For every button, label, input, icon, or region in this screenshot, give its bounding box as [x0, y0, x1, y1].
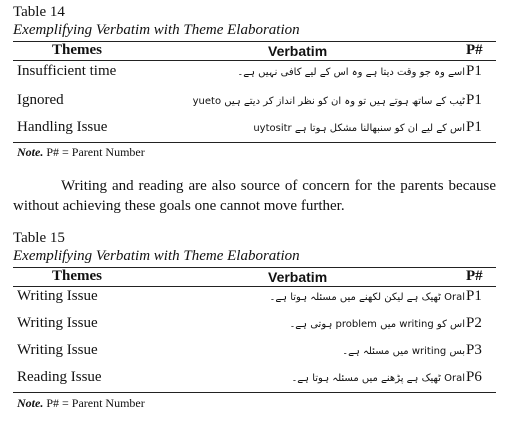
- table-15-header-verbatim: Verbatim: [268, 269, 328, 285]
- table-14-note: [17, 145, 145, 159]
- table-14-caption: Exemplifying Verbatim with Theme Elaboration: [13, 22, 300, 38]
- table-15-row-4-theme: Reading Issue: [17, 369, 102, 385]
- table-15-bottom-rule: [13, 392, 496, 393]
- table-15-header-p: P#: [466, 268, 483, 284]
- table-15-row-3-p: P3: [466, 342, 482, 358]
- table-14-note-text: P# = Parent Number: [43, 145, 145, 159]
- table-14-row-3-theme: Handling Issue: [17, 119, 108, 135]
- table-15-label: Table 15: [13, 230, 65, 246]
- table-14-row-2-theme: Ignored: [17, 92, 64, 108]
- table-14-row-3-verbatim: اس کے لیے ان کو سنبھالنا مشکل ہوتا ہے uytositr: [253, 123, 465, 134]
- table-15-row-4-verbatim: Oral ٹھیک ہے پڑھنے میں مسئلہ ہوتا ہے۔: [291, 373, 465, 384]
- table-14-header-rule: [13, 60, 496, 61]
- table-15-caption: Exemplifying Verbatim with Theme Elaboration: [13, 248, 300, 264]
- table-14-row-2-p: P1: [466, 92, 482, 108]
- table-14-row-2-verbatim: ٹیب کے ساتھ ہوتے ہیں تو وہ ان کو نظر انداز کر دیتے ہیں yueto: [192, 96, 465, 107]
- table-14-row-3-p: P1: [466, 119, 482, 135]
- body-paragraph-text: Writing and reading are also source of concern for the parents because without achieving these goals one cannot move further.: [13, 178, 496, 214]
- table-15-row-1-verbatim: Oral ٹھیک ہے لیکن لکھنے میں مسئلہ ہوتا ہے۔: [269, 292, 465, 303]
- table-15-note-text: P# = Parent Number: [43, 396, 145, 410]
- table-15-row-3-verbatim: بس writing میں مسئلہ ہے۔: [342, 346, 465, 357]
- table-14-row-1-verbatim: اسے وہ جو وقت دیتا ہے وہ اس کے لیے کافی نہیں ہے۔: [237, 67, 465, 78]
- table-15-row-3-theme: Writing Issue: [17, 342, 98, 358]
- table-15-row-4-p: P6: [466, 369, 482, 385]
- table-15-row-2-p: P2: [466, 315, 482, 331]
- table-15-row-2-verbatim: اس کو writing میں problem ہوتی ہے۔: [289, 319, 465, 330]
- table-15-header-themes: Themes: [52, 268, 102, 284]
- table-14-note-label: Note.: [17, 145, 44, 159]
- table-14-header-p: P#: [466, 42, 483, 58]
- table-14-row-1-p: P1: [466, 63, 482, 79]
- table-14-header-verbatim: Verbatim: [268, 43, 328, 59]
- table-15-note: [17, 396, 145, 410]
- table-14-row-1-theme: Insufficient time: [17, 63, 117, 79]
- table-15-row-1-theme: Writing Issue: [17, 288, 98, 304]
- table-14-bottom-rule: [13, 142, 496, 143]
- table-15-note-label: Note.: [17, 396, 44, 410]
- table-15-header-rule: [13, 286, 496, 287]
- table-15-row-1-p: P1: [466, 288, 482, 304]
- body-paragraph: [13, 176, 496, 216]
- table-14-header-themes: Themes: [52, 42, 102, 58]
- table-15-row-2-theme: Writing Issue: [17, 315, 98, 331]
- table-14-label: Table 14: [13, 4, 65, 20]
